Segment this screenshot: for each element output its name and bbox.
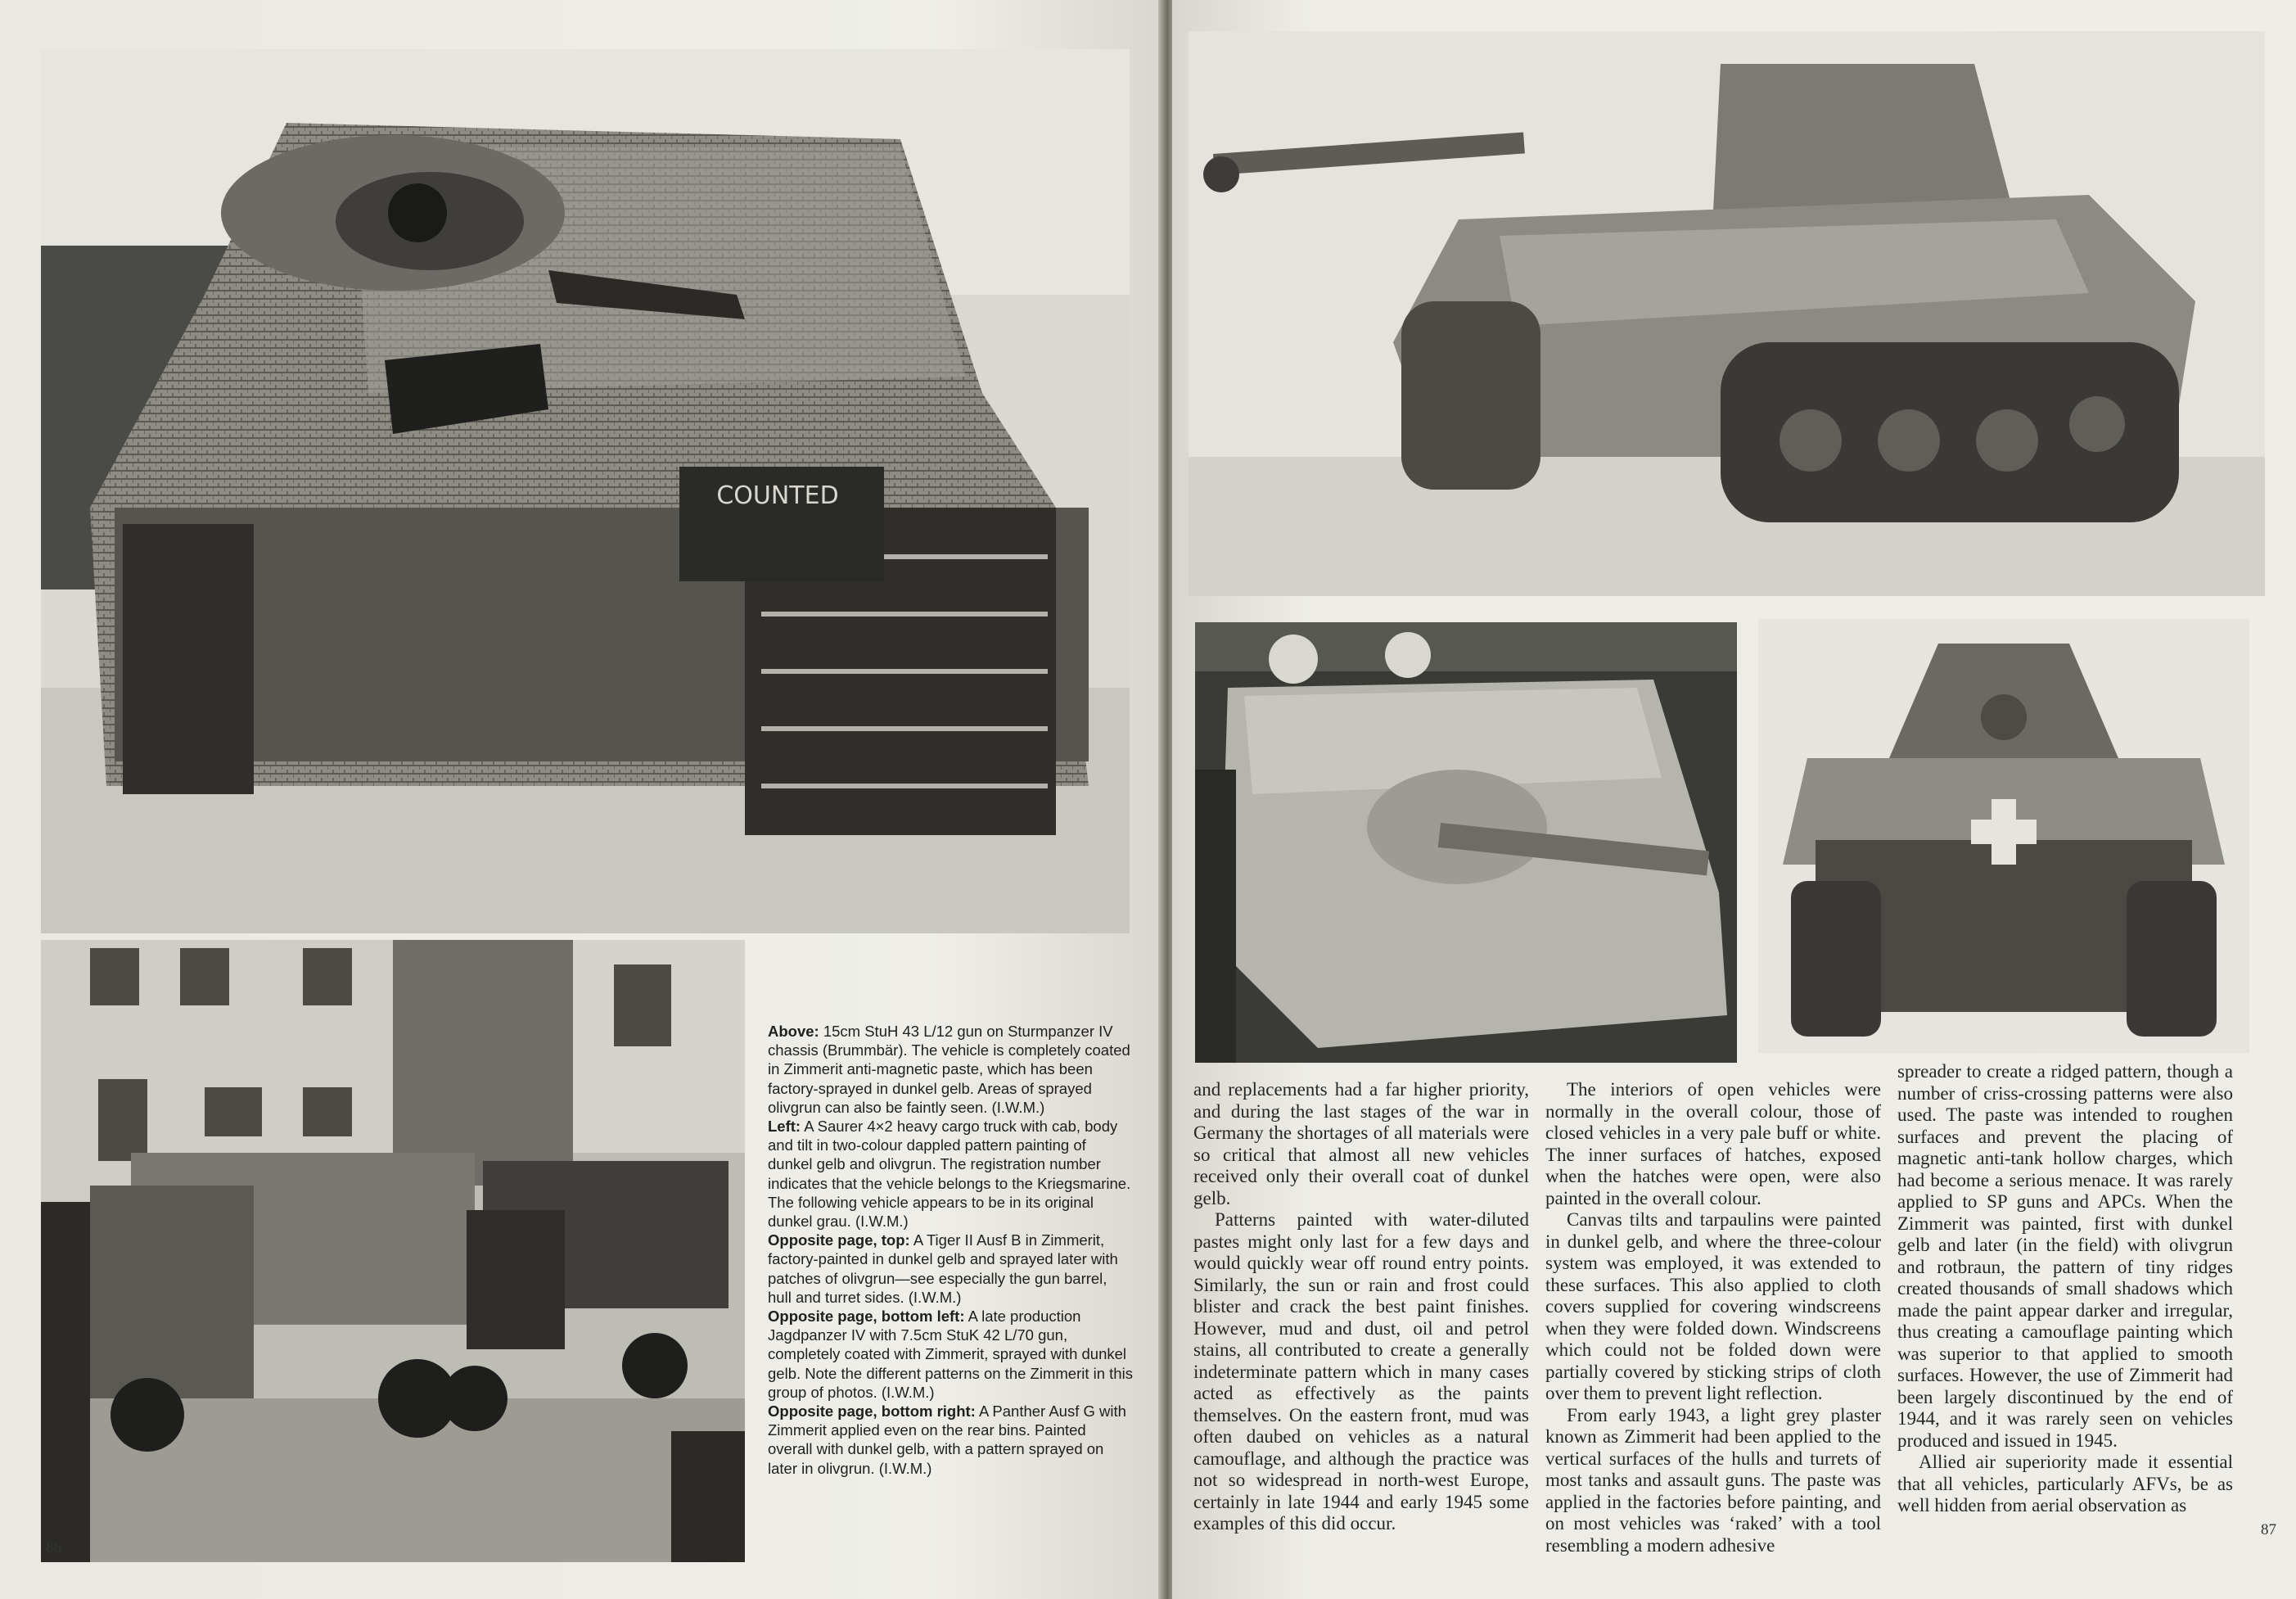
column-3-paragraph-2: Allied air superiority made it essential that all vehicles, particularly AFVs, be as well hidden from aerial observation as <box>1897 1452 2233 1515</box>
text-column-1 <box>1193 1079 1529 1535</box>
tiger-ii-photo <box>1189 31 2265 596</box>
jagdpanzer-iv-photo <box>1195 622 1737 1063</box>
caption-opposite-bottom-left: Opposite page, bottom left: A late production Jagdpanzer IV with 7.5cm StuK 42 L/70 gun, completely coated with Zimmerit, sprayed with dunkel gelb. Note the different patterns on the Zimmerit in this group of photos. (I.W.M.) <box>768 1308 1133 1401</box>
panther-photo <box>1758 619 2249 1053</box>
caption-opposite-top: Opposite page, top: A Tiger II Ausf B in Zimmerit, factory-painted in dunkel gelb and sprayed later with patches of olivgrun—see especially the gun barrel, hull and turret sides. (I.W.M.) <box>768 1231 1118 1306</box>
right-page <box>1172 0 2296 1599</box>
caption-opposite-bottom-right: Opposite page, bottom right: A Panther Ausf G with Zimmerit applied even on the rear bins. Painted overall with dunkel gelb, with a pattern sprayed on later in olivgrun. (I.W.M.) <box>768 1403 1126 1477</box>
column-3-paragraph-1: spreader to create a ridged pattern, though a number of criss-crossing patterns were also used. The paste was intended to roughen surfaces and prevent the placing of magnetic anti-tank hollow charges, which had become a serious menace. It was rarely applied to SP guns and APCs. When the Zimmerit was painted, first with dunkel gelb and later (in the field) with olivgrun and rotbraun, the pattern of tiny ridges created thousands of small shadows which made the paint appear darker and irregular, thus creating a camouflage painting which was superior to that applied to smooth surfaces. However, the use of Zimmerit had been largely discontinued by the end of 1944, and it was rarely seen on vehicles produced and issued in 1945. <box>1897 1061 2233 1451</box>
column-2-paragraph-1: The interiors of open vehicles were normally in the overall colour, those of closed vehicles in a very pale buff or white. The inner surfaces of hatches, exposed when the hatches were open, were also painted in the overall colour. <box>1545 1079 1881 1208</box>
page-number-left: 86 <box>46 1539 61 1556</box>
column-2-paragraph-2: Canvas tilts and tarpaulins were painted in dunkel gelb, and where the three-colour system was employed, it was extended to these surfaces. This also applied to cloth covers supplied for covering windscreens when they were folded down. Windscreens which could not be folded down were partially covered by sticking strips of cloth over them to prevent light reflection. <box>1545 1209 1881 1403</box>
sturmpanzer-photo <box>41 49 1130 933</box>
caption-left: Left: A Saurer 4×2 heavy cargo truck with cab, body and tilt in two-colour dappled pattern painting of dunkel gelb and olivgrun. The registration number indicates that the vehicle belongs to the Kriegsmarine. The following vehicle appears to be in its original dunkel grau. (I.W.M.) <box>768 1118 1131 1231</box>
captions-block <box>768 1022 1133 1478</box>
text-column-3 <box>1897 1061 2233 1517</box>
column-1-paragraph-2: Patterns painted with water-diluted pastes might only last for a few days and would quickly wear off round entry points. Similarly, the sun or rain and frost could blister and crack the best paint finishes. However, mud and dust, oil and petrol stains, all contributed to create a generally indeterminate pattern which in many cases acted as effectively as the paints themselves. On the eastern front, mud was often daubed on vehicles as a natural camouflage, and although the practice was not so widespread in north-west Europe, certainly in late 1944 and early 1945 some examples of this did occur. <box>1193 1209 1529 1534</box>
column-2-paragraph-3: From early 1943, a light grey plaster known as Zimmerit had been applied to the vertical surfaces of the hulls and turrets of most tanks and assault guns. The paste was applied in the factories before painting, and on most vehicles was ‘raked’ with a tool resembling a modern adhesive <box>1545 1404 1881 1556</box>
saurer-truck-photo <box>41 940 745 1562</box>
page-number-right: 87 <box>2261 1521 2276 1538</box>
counted-marking: COUNTED <box>716 481 839 510</box>
text-column-2 <box>1545 1079 1881 1556</box>
caption-above: Above: 15cm StuH 43 L/12 gun on Sturmpanzer IV chassis (Brummbär). The vehicle is completely coated in Zimmerit anti-magnetic paste, which has been factory-sprayed in dunkel gelb. Areas of sprayed olivgrun can also be faintly seen. (I.W.M.) <box>768 1023 1130 1116</box>
column-1-paragraph-1: and replacements had a far higher priority, and during the last stages of the war in Germany the shortages of all materials were so critical that almost all new vehicles received only their overall coat of dunkel gelb. <box>1193 1079 1529 1208</box>
